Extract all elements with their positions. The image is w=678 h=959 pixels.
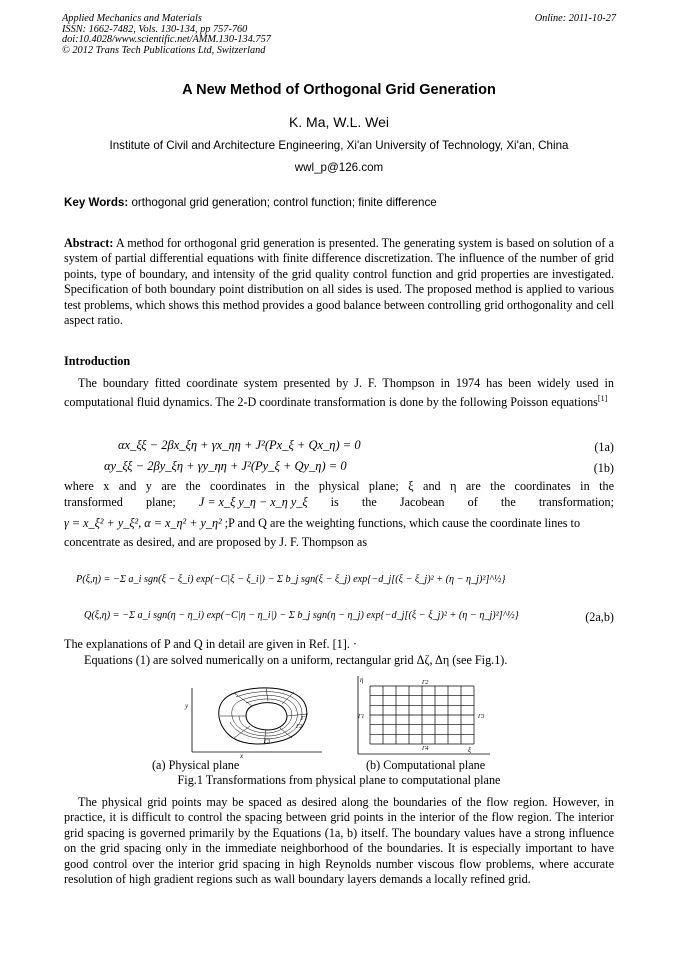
author-email[interactable]: wwl_p@126.com <box>294 161 384 174</box>
para2-word: transformed <box>64 495 123 509</box>
gamma1-label: Γ1 <box>301 716 308 722</box>
abstract-label: Abstract: <box>64 236 114 250</box>
equation-1b: αy_ξξ − 2βy_ξη + γy_ηη + J²(Py_ξ + Qy_η) = 0 <box>104 459 347 473</box>
journal-doi: doi:10.4028/www.scientific.net/AMM.130-134.757 <box>62 34 271 45</box>
journal-copyright: © 2012 Trans Tech Publications Ltd, Switzerland <box>62 44 266 56</box>
journal-name: Applied Mechanics and Materials <box>62 13 202 24</box>
keywords-text: orthogonal grid generation; control function; finite difference <box>128 196 437 209</box>
section-heading-introduction: Introduction <box>64 354 131 368</box>
inner-boundary <box>246 703 287 730</box>
paper-authors: K. Ma, W.L. Wei <box>288 114 390 130</box>
intro-paragraph-1 <box>64 376 614 411</box>
para2-line1: where x and y are the coordinates in the physical plane; ξ and η are the coordinates in the <box>64 479 614 493</box>
gamma3-label: Γ3 <box>264 739 271 745</box>
equation-1a: αx_ξξ − 2βx_ξη + γx_ηη + J²(Px_ξ + Qx_η) = 0 <box>118 438 361 452</box>
intro-paragraph-5: The physical grid points may be spaced as desired along the boundaries of the flow region. However, in practice, it is difficult to control the spacing between grid points in the interior of the flow region. The interior grid spacing is governed primarily by the Equations (1a, b) itself. The boundary values have a strong influence on the grid spacing only in the immediate neighborhood of the boundaries. It is especially important to have good control over the interior grid spacing in high Reynolds number viscous flow problems, where accurate resolution of high gradient regions such as wall boundary layers demands a locally refined grid. <box>64 795 614 887</box>
journal-header <box>62 14 616 56</box>
grid-line <box>239 699 292 733</box>
computational-grid <box>370 686 474 744</box>
equation-1a-number: (1a) <box>594 440 614 454</box>
xi-label: ξ <box>468 746 471 754</box>
paper-affiliation: Institute of Civil and Architecture Engineering, Xi'an University of Technology, Xi'an, China <box>109 139 569 152</box>
para2-word: the <box>361 495 377 509</box>
gamma2-label: Γ2 <box>296 724 303 730</box>
equation-2a: P(ξ,η) = −Σ a_i sgn(ξ − ξ_i) exp(−C|ξ − ξ_i|) − Σ b_j sgn(ξ − ξ_j) exp{−d_j[(ξ − ξ_j)² + (η − η_j)²]^½} <box>76 574 506 585</box>
para2-line3-text: ;P and Q are the weighting functions, which cause the coordinate lines to <box>221 516 581 530</box>
figure-computational-plane <box>352 674 492 760</box>
equation-2b: Q(ξ,η) = −Σ a_i sgn(η − η_i) exp(−C|η − η_i|) − Σ b_j sgn(η − η_j) exp{−d_j[(ξ − ξ_j)² + (η − η_j)²]^½} <box>84 610 519 621</box>
x-axis-label: x <box>240 752 244 758</box>
journal-issn: ISSN: 1662-7482, Vols. 130-134, pp 757-760 <box>62 23 248 35</box>
equation-1b-number: (1b) <box>593 461 614 475</box>
citation-ref[interactable]: [1] <box>597 394 608 404</box>
para2-line2 <box>64 495 614 510</box>
gamma-left-label: Γ1 <box>358 714 365 720</box>
paper-title: A New Method of Orthogonal Grid Generation <box>182 82 496 98</box>
gamma-bottom-label: Γ4 <box>422 746 429 752</box>
keywords-label: Key Words: <box>64 196 129 209</box>
para2-word: Jacobean <box>399 495 445 509</box>
equation-2-number: (2a,b) <box>585 610 614 624</box>
para2-word: transformation; <box>538 495 614 509</box>
para2-word: of <box>467 495 478 509</box>
para2-line4: concentrate as desired, and are proposed by J. F. Thompson as <box>64 535 368 549</box>
radial-grid-line <box>234 726 250 738</box>
gamma-right-label: Γ3 <box>478 714 485 720</box>
eta-label: η <box>360 676 364 684</box>
gamma-top-label: Γ2 <box>422 680 429 686</box>
para3: The explanations of P and Q in detail are given in Ref. [1]. · <box>64 637 357 651</box>
para2-word: is <box>330 495 339 509</box>
para2-word: the <box>500 495 516 509</box>
para2-word: plane; <box>145 495 176 509</box>
figure-a-caption: (a) Physical plane <box>152 758 240 772</box>
figure-physical-plane <box>176 680 326 758</box>
abstract-text: A method for orthogonal grid generation is presented. The generating system is based on solution of a system of partial differential equations with finite difference discretization. The influence of the number of grid points, type of boundary, and intensity of the grid quality control function and grid properties are investigated. Specification of both boundary point distribution on all sides is used. The proposed method is applied to various test problems, which shows this method provides a good balance between controlling grid orthogonality and cell aspect ratio. <box>64 236 614 328</box>
jacobian-equation: J = x_ξ y_η − x_η y_ξ <box>198 495 308 509</box>
y-axis-label: y <box>185 702 189 710</box>
gamma-alpha-equation: γ = x_ξ² + y_ξ², α = x_η² + y_η² <box>64 516 222 530</box>
para4: Equations (1) are solved numerically on a uniform, rectangular grid Δζ, Δη (see Fig.1). <box>84 653 508 667</box>
figure-caption: Fig.1 Transformations from physical plane to computational plane <box>177 773 501 787</box>
abstract <box>64 236 614 328</box>
keywords <box>64 196 437 209</box>
online-date: Online: 2011-10-27 <box>534 13 616 24</box>
intro-para1-text: The boundary fitted coordinate system presented by J. F. Thompson in 1974 has been widely used in computational fluid dynamics. The 2-D coordinate transformation is done by the following Poisson equations <box>64 376 614 410</box>
para2-line3 <box>64 516 614 531</box>
figure-b-caption: (b) Computational plane <box>366 758 486 772</box>
